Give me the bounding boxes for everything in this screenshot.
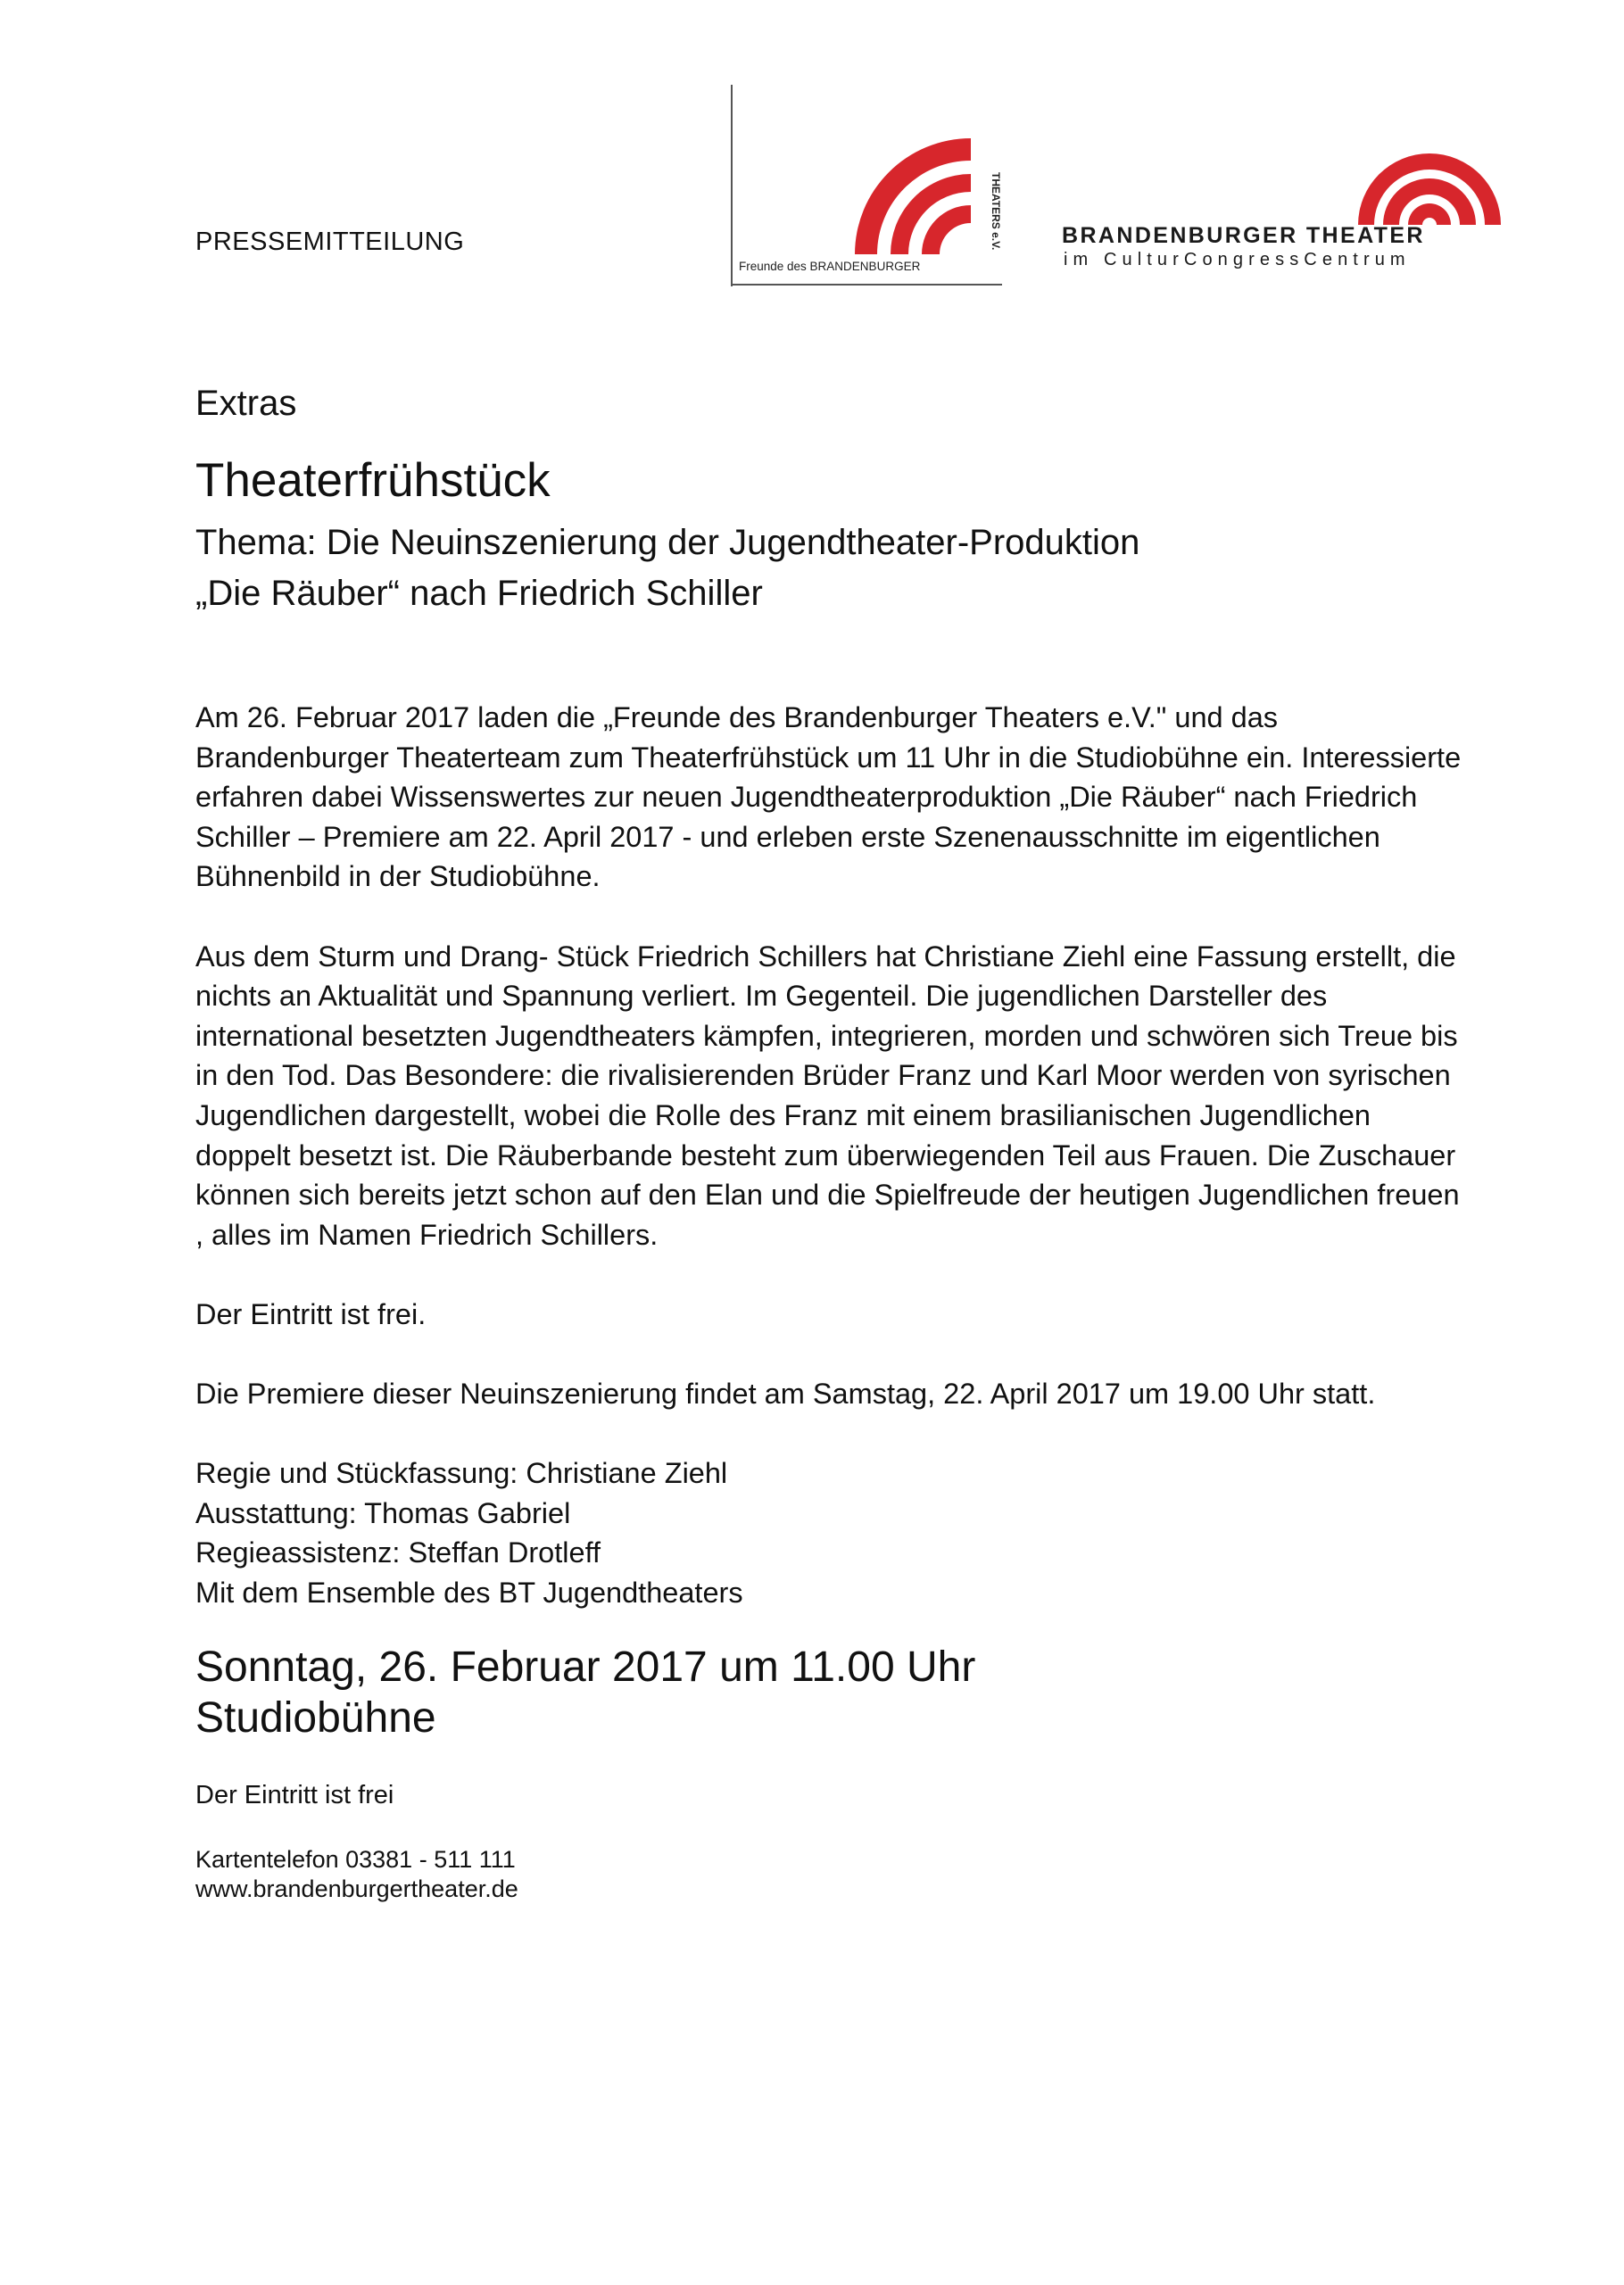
credit-item: Regieassistenz: Steffan Drotleff: [195, 1536, 601, 1569]
event-info: [195, 1642, 975, 1743]
credit-item: Mit dem Ensemble des BT Jugendtheaters: [195, 1577, 743, 1610]
section-label: Extras: [195, 384, 297, 423]
body-text: [195, 698, 1462, 1652]
page-title: Theaterfrühstück: [195, 454, 551, 507]
event-venue: Studiobühne: [195, 1694, 436, 1742]
event-date: Sonntag, 26. Februar 2017 um 11.00 Uhr: [195, 1643, 976, 1691]
subtitle-line-1: Thema: Die Neuinszenierung der Jugendtheater-Produktion: [195, 523, 1140, 562]
credit-item: Regie und Stückfassung: Christiane Ziehl: [195, 1457, 728, 1490]
paragraph-description: Aus dem Sturm und Drang- Stück Friedrich Schillers hat Christiane Ziehl eine Fassung erstellt, die nichts an Aktualität und Spannung verliert. Im Gegenteil. Die jugendlichen Darsteller des international besetzten Jugendtheaters kämpfen, integrieren, morden und schwören sich Treue bis in den Tod. Das Besondere: die rivalisierenden Brüder Franz und Karl Moor werden von syrischen Jugendlichen dargestellt, wobei die Rolle des Franz mit einem brasilianischen Jugendlichen doppelt besetzt ist. Die Räuberbande besteht zum überwiegenden Teil aus Frauen. Die Zuschauer können sich bereits jetzt schon auf den Elan und die Spielfreude der heutigen Jugendlichen freuen , alles im Namen Friedrich Schillers.: [195, 940, 1460, 1251]
brandenburger-theater-logo: [1062, 152, 1508, 277]
admission-note: Der Eintritt ist frei: [195, 1781, 394, 1809]
subtitle-line-2: „Die Räuber“ nach Friedrich Schiller: [195, 574, 763, 613]
bt-logo-name: BRANDENBURGER THEATER: [1062, 223, 1425, 248]
ticket-phone: Kartentelefon 03381 - 511 111: [195, 1846, 516, 1873]
credit-item: Ausstattung: Thomas Gabriel: [195, 1496, 571, 1529]
credits-list: [195, 1453, 1462, 1612]
freunde-logo-vertical-text: THEATERS e.V.: [990, 172, 1002, 251]
paragraph-intro: Am 26. Februar 2017 laden die „Freunde des Brandenburger Theaters e.V." und das Brandenburger Theaterteam zum Theaterfrühstück um 11 Uhr in die Studiobühne ein. Interessierte erfahren dabei Wissenswertes zur neuen Jugendtheaterproduktion „Die Räuber“ nach Friedrich Schiller – Premiere am 22. April 2017 - und erleben erste Szenenausschnitte im eigentlichen Bühnenbild in der Studiobühne.: [195, 701, 1462, 893]
press-release-label: PRESSEMITTEILUNG: [195, 228, 465, 256]
paragraph-premiere: Die Premiere dieser Neuinszenierung findet am Samstag, 22. April 2017 um 19.00 Uhr statt.: [195, 1378, 1376, 1411]
bt-logo-subtitle: im CulturCongressCentrum: [1064, 250, 1411, 269]
contact-info: [195, 1845, 518, 1904]
theater-arcs-icon: [1356, 152, 1503, 225]
page-subtitle: [195, 517, 1139, 619]
paragraph-admission: Der Eintritt ist frei.: [195, 1297, 427, 1330]
freunde-theater-logo: [730, 85, 1002, 286]
freunde-logo-text: Freunde des BRANDENBURGER: [739, 260, 921, 273]
website-link[interactable]: www.brandenburgertheater.de: [195, 1875, 518, 1902]
